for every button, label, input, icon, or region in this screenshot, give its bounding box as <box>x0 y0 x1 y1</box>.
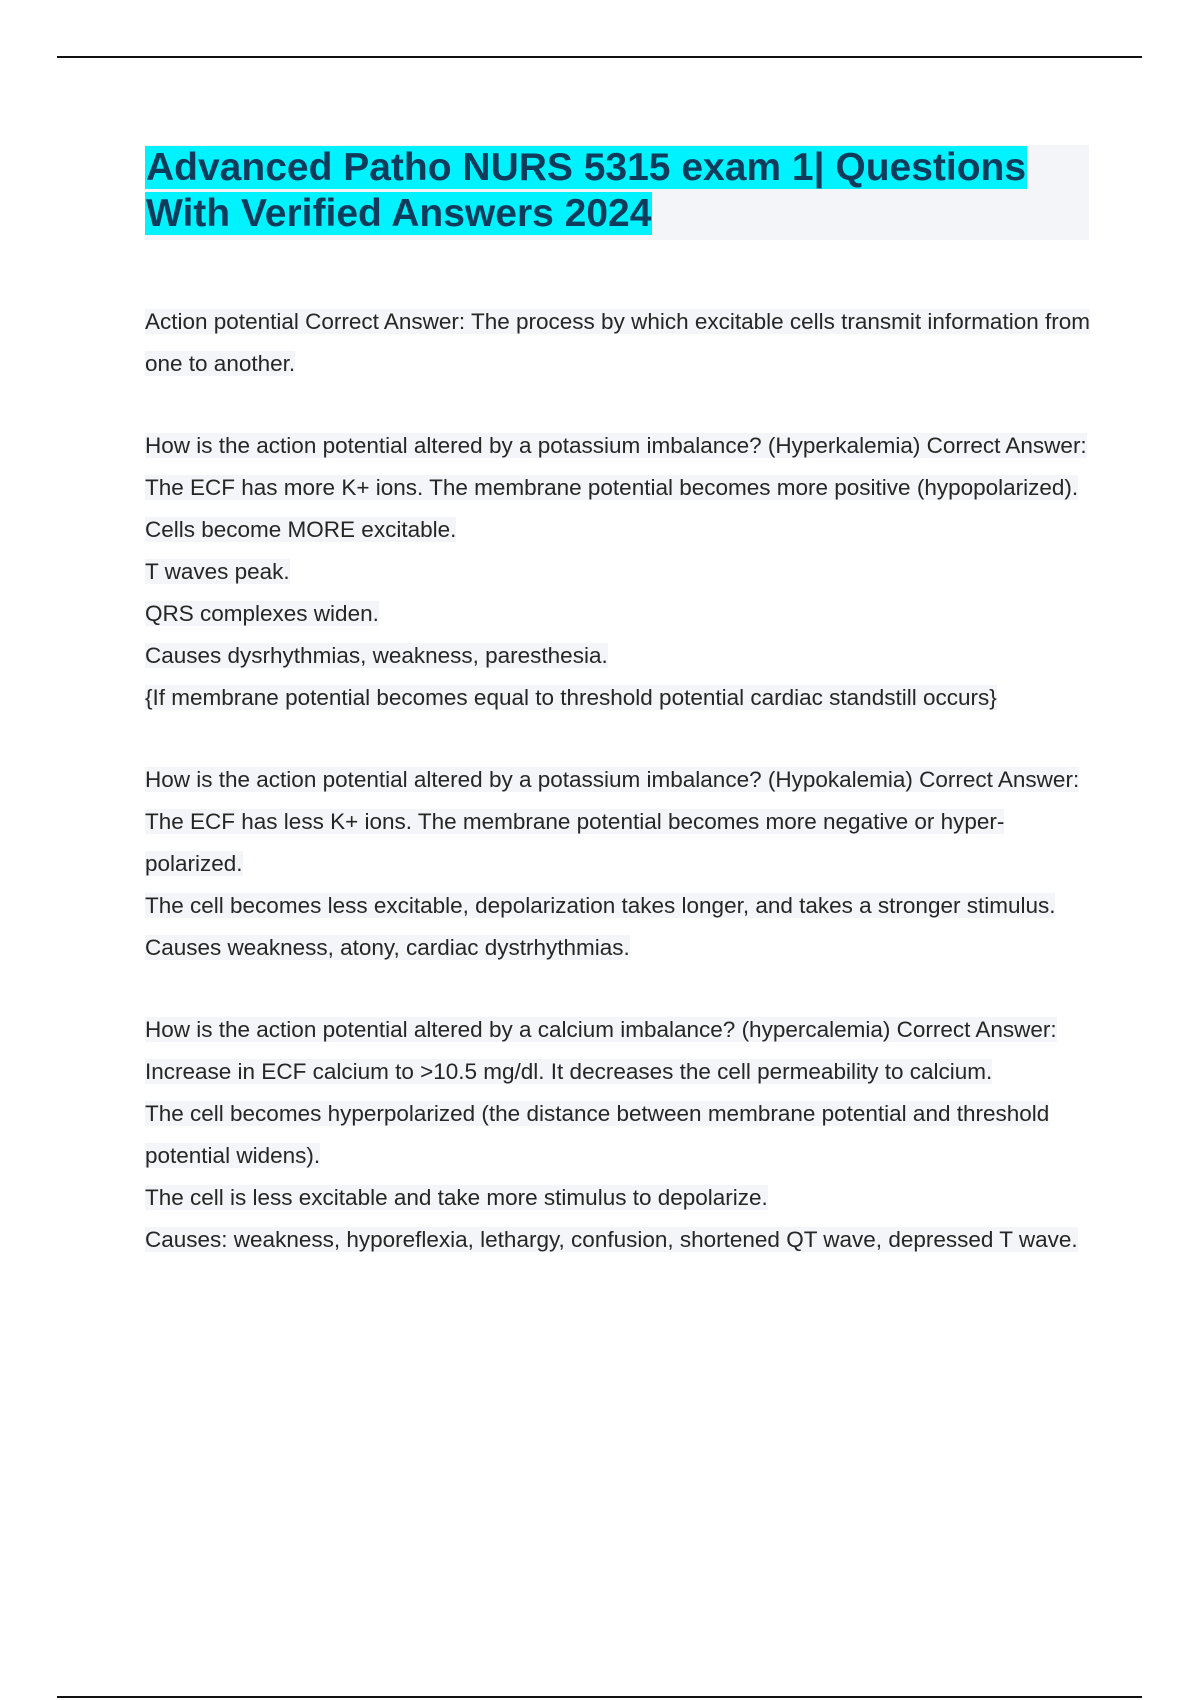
answer-line: The cell becomes hyperpolarized (the distance between membrane potential and threshold potential widens). <box>145 1101 1050 1168</box>
title-highlight: Advanced Patho NURS 5315 exam 1| Questions With Verified Answers 2024 <box>146 146 1027 235</box>
document-body <box>145 301 1095 1301</box>
answer-line: Causes weakness, atony, cardiac dystrhythmias. <box>145 935 630 960</box>
answer-line: The cell is less excitable and take more stimulus to depolarize. <box>145 1185 768 1210</box>
answer-line: Cells become MORE excitable. <box>145 517 457 542</box>
answer-line: QRS complexes widen. <box>145 601 379 626</box>
answer-line: {If membrane potential becomes equal to threshold potential cardiac standstill occurs} <box>145 685 997 710</box>
qa-entry <box>145 301 1095 385</box>
answer-line: Causes: weakness, hyporeflexia, lethargy, confusion, shortened QT wave, depressed T wave. <box>145 1227 1078 1252</box>
qa-entry <box>145 1009 1095 1261</box>
document-title <box>145 145 1089 237</box>
answer-line: How is the action potential altered by a calcium imbalance? (hypercalemia) Correct Answer: Increase in ECF calcium to >10.5 mg/dl. It decreases the cell permeability to calcium. <box>145 1017 1057 1084</box>
answer-line: The cell becomes less excitable, depolarization takes longer, and takes a stronger stimulus. <box>145 893 1056 918</box>
qa-entry <box>145 425 1095 719</box>
answer-line: How is the action potential altered by a potassium imbalance? (Hyperkalemia) Correct Answer: The ECF has more K+ ions. The membrane potential becomes more positive (hypopolarized). <box>145 433 1087 500</box>
qa-entry <box>145 759 1095 969</box>
bottom-rule <box>57 1696 1142 1698</box>
top-rule <box>57 56 1142 58</box>
answer-line: T waves peak. <box>145 559 290 584</box>
answer-line: Action potential Correct Answer: The process by which excitable cells transmit information from one to another. <box>145 309 1090 376</box>
answer-line: Causes dysrhythmias, weakness, paresthesia. <box>145 643 608 668</box>
title-block <box>145 145 1089 240</box>
answer-line: How is the action potential altered by a potassium imbalance? (Hypokalemia) Correct Answer: The ECF has less K+ ions. The membrane potential becomes more negative or hyper-polarized. <box>145 767 1080 876</box>
